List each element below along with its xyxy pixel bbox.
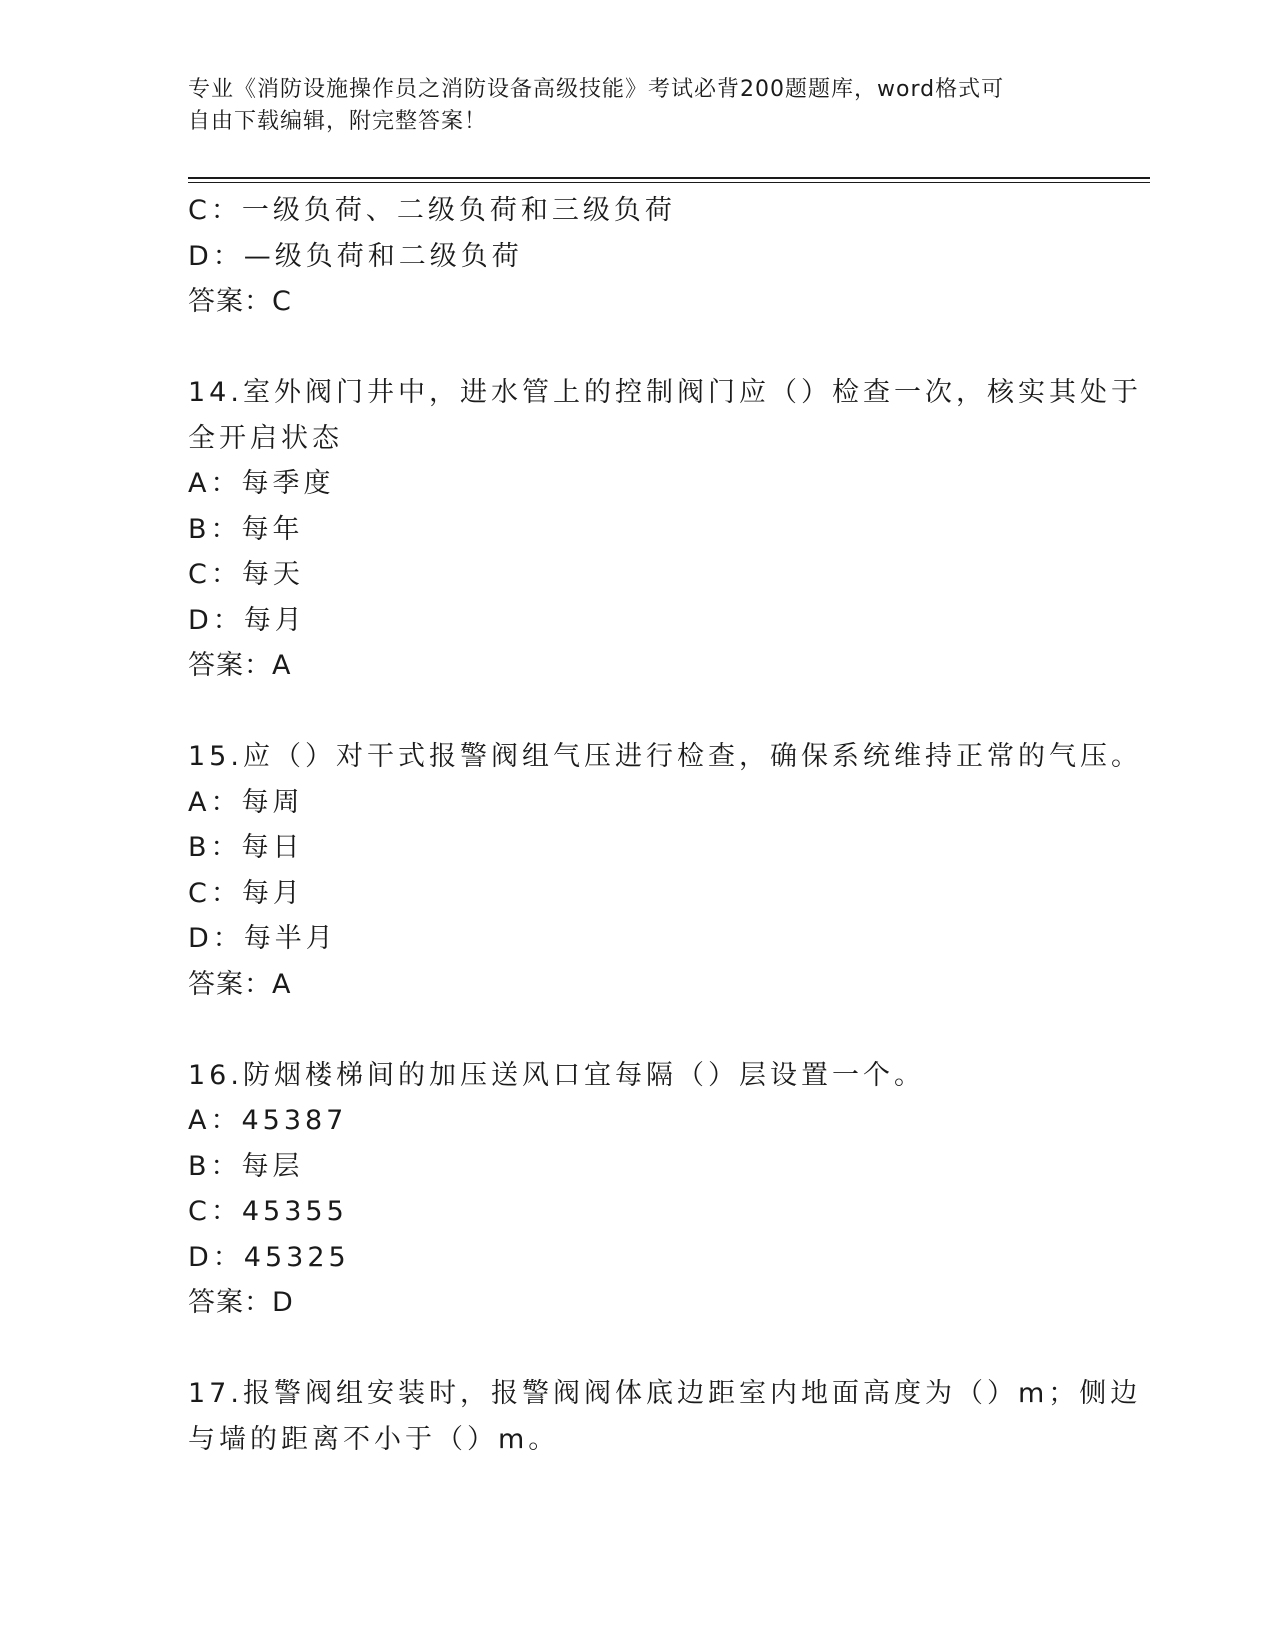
option-d: D：每月 <box>188 604 306 636</box>
option-b: B：每年 <box>188 513 304 545</box>
question-14 <box>188 370 1142 689</box>
question-stem-continued: 全开启状态 <box>188 422 343 454</box>
option-d: D：45325 <box>188 1241 350 1273</box>
spacer <box>188 325 1088 371</box>
option-c: C：45355 <box>188 1196 348 1227</box>
spacer <box>188 689 1088 735</box>
option-a: A：45387 <box>188 1105 348 1136</box>
header-divider-thin <box>188 182 1150 183</box>
answer-line: 答案：D <box>188 1287 294 1318</box>
option-d: D：—级负荷和二级负荷 <box>188 240 523 272</box>
answer-line: 答案：A <box>188 650 292 681</box>
answer-line: 答案：A <box>188 968 292 1000</box>
option-c: C：每天 <box>188 559 304 590</box>
option-b: B：每层 <box>188 1150 304 1182</box>
option-a: A：每周 <box>188 786 304 818</box>
option-b: B：每日 <box>188 832 304 863</box>
question-stem-continued: 与墙的距离不小于（）m。 <box>188 1423 560 1455</box>
option-c: C：一级负荷、二级负荷和三级负荷 <box>188 195 676 226</box>
option-a: A：每季度 <box>188 468 335 499</box>
question-stem: 17.报警阀组安装时，报警阀阀体底边距室内地面高度为（）m；侧边 <box>188 1378 1142 1409</box>
option-c: C：每月 <box>188 877 304 909</box>
question-stem: 15.应（）对干式报警阀组气压进行检查，确保系统维持正常的气压。 <box>188 741 1142 772</box>
header-divider-thick <box>188 177 1150 179</box>
option-d: D：每半月 <box>188 923 337 954</box>
question-15 <box>188 734 1142 1007</box>
header-line-1: 专业《消防设施操作员之消防设备高级技能》考试必背200题题库，word格式可 <box>188 77 1005 102</box>
question-16 <box>188 1053 1088 1326</box>
question-stem: 14.室外阀门井中，进水管上的控制阀门应（）检查一次，核实其处于 <box>188 377 1142 408</box>
question-13-tail <box>188 188 1088 325</box>
page-header <box>188 74 1088 138</box>
question-stem: 16.防烟楼梯间的加压送风口宜每隔（）层设置一个。 <box>188 1059 925 1091</box>
header-line-2: 自由下载编辑，附完整答案！ <box>188 109 488 134</box>
spacer <box>188 1007 1088 1053</box>
question-17 <box>188 1371 1142 1462</box>
question-list <box>188 188 1142 1462</box>
answer-line: 答案：C <box>188 286 292 317</box>
spacer <box>188 1326 1088 1372</box>
